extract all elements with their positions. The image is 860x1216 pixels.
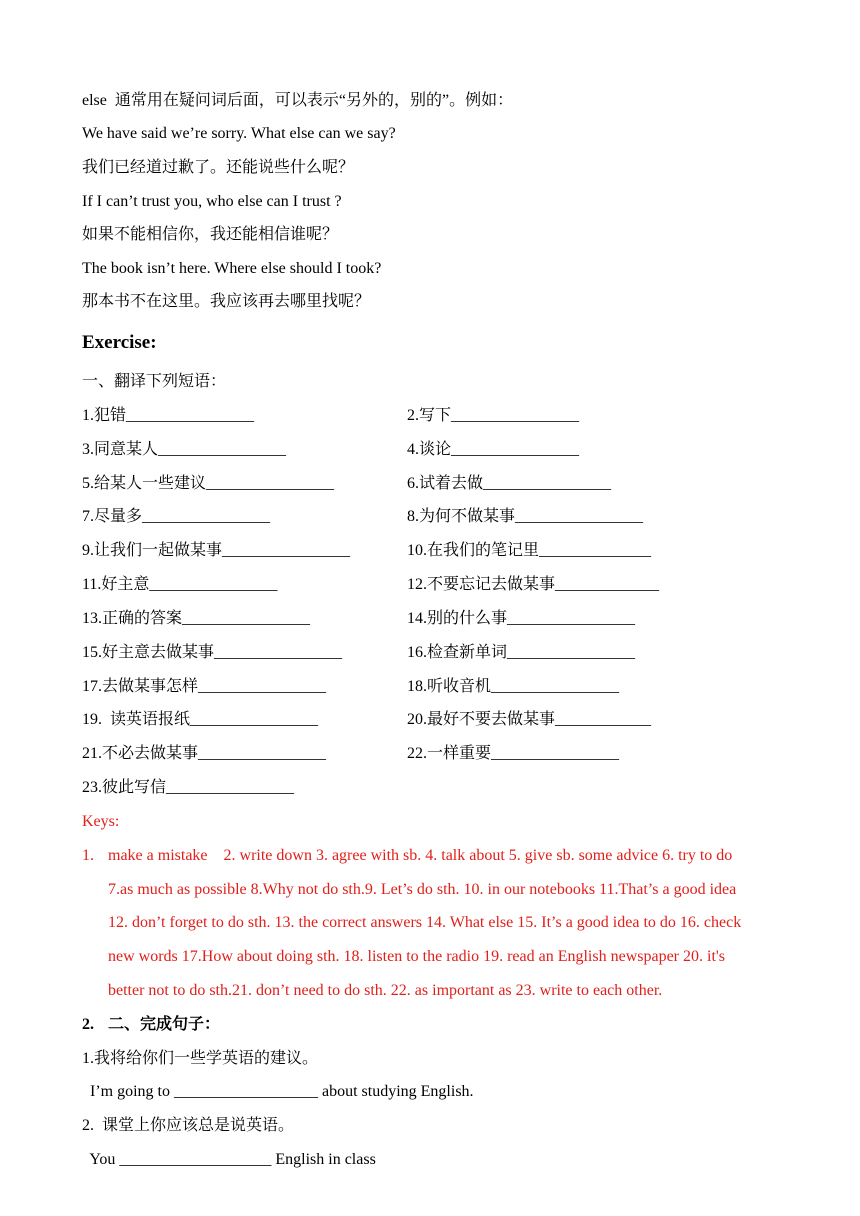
keys-line: better not to do sth.21. don’t need to do sth. 22. as important as 23. write to each other.: [108, 982, 663, 999]
keys-line: 7.as much as possible 8.Why not do sth.9. Let’s do sth. 10. in our notebooks 11.That’s a good idea: [108, 881, 737, 898]
sentence-line: 1.我将给你们一些学英语的建议。: [82, 1050, 319, 1067]
phrase-item: 8.为何不做某事________________: [407, 508, 644, 525]
phrase-item: 20.最好不要去做某事____________: [407, 711, 652, 728]
phrase-item: 5.给某人一些建议________________: [82, 475, 335, 492]
phrase-item: 10.在我们的笔记里______________: [407, 542, 652, 559]
section1-title: 一、翻译下列短语：: [82, 373, 227, 390]
sentence-line: 2. 课堂上你应该总是说英语。: [82, 1117, 295, 1134]
sentence-line: You ___________________ English in class: [82, 1151, 376, 1168]
phrase-item: 11.好主意________________: [82, 576, 278, 593]
phrase-item: 12.不要忘记去做某事_____________: [407, 576, 660, 593]
section2-title: 二、完成句子：: [108, 1016, 221, 1033]
phrase-item: 19. 读英语报纸________________: [82, 711, 319, 728]
keys-number: 1.: [82, 847, 94, 864]
phrase-item: 1.犯错________________: [82, 407, 255, 424]
phrase-item: 18.听收音机________________: [407, 678, 620, 695]
phrase-item: 14.别的什么事________________: [407, 610, 636, 627]
phrase-item: 13.正确的答案________________: [82, 610, 311, 627]
phrase-item: 22.一样重要________________: [407, 745, 620, 762]
phrase-item: 7.尽量多________________: [82, 508, 271, 525]
intro-line: 那本书不在这里。我应该再去哪里找呢？: [82, 293, 371, 310]
keys-line: make a mistake 2. write down 3. agree with sb. 4. talk about 5. give sb. some advice 6. try to do: [108, 847, 733, 864]
phrase-item: 23.彼此写信________________: [82, 779, 295, 796]
phrase-item: 6.试着去做________________: [407, 475, 612, 492]
intro-line: We have said we’re sorry. What else can we say?: [82, 125, 396, 142]
phrase-item: 21.不必去做某事________________: [82, 745, 327, 762]
phrase-item: 9.让我们一起做某事________________: [82, 542, 351, 559]
intro-line: If I can’t trust you, who else can I trust ?: [82, 193, 342, 210]
sentence-line: I’m going to __________________ about studying English.: [82, 1083, 474, 1100]
intro-line: The book isn’t here. Where else should I took?: [82, 260, 382, 277]
keys-line: new words 17.How about doing sth. 18. listen to the radio 19. read an English newspaper 20. it's: [108, 948, 726, 965]
phrase-item: 15.好主意去做某事________________: [82, 644, 343, 661]
phrase-item: 17.去做某事怎样________________: [82, 678, 327, 695]
intro-line: 我们已经道过歉了。还能说些什么呢？: [82, 159, 355, 176]
phrase-item: 3.同意某人________________: [82, 441, 287, 458]
phrase-item: 2.写下________________: [407, 407, 580, 424]
phrase-item: 16.检查新单词________________: [407, 644, 636, 661]
intro-line: 如果不能相信你，我还能相信谁呢？: [82, 226, 339, 243]
keys-line: 12. don’t forget to do sth. 13. the correct answers 14. What else 15. It’s a good idea to do 16. check: [108, 914, 742, 931]
section2-number: 2.: [82, 1016, 94, 1033]
exercise-heading: Exercise:: [82, 332, 157, 353]
keys-heading: Keys:: [82, 813, 120, 830]
intro-line: else 通常用在疑问词后面，可以表示“另外的，别的”。例如：: [82, 92, 514, 109]
phrase-item: 4.谈论________________: [407, 441, 580, 458]
